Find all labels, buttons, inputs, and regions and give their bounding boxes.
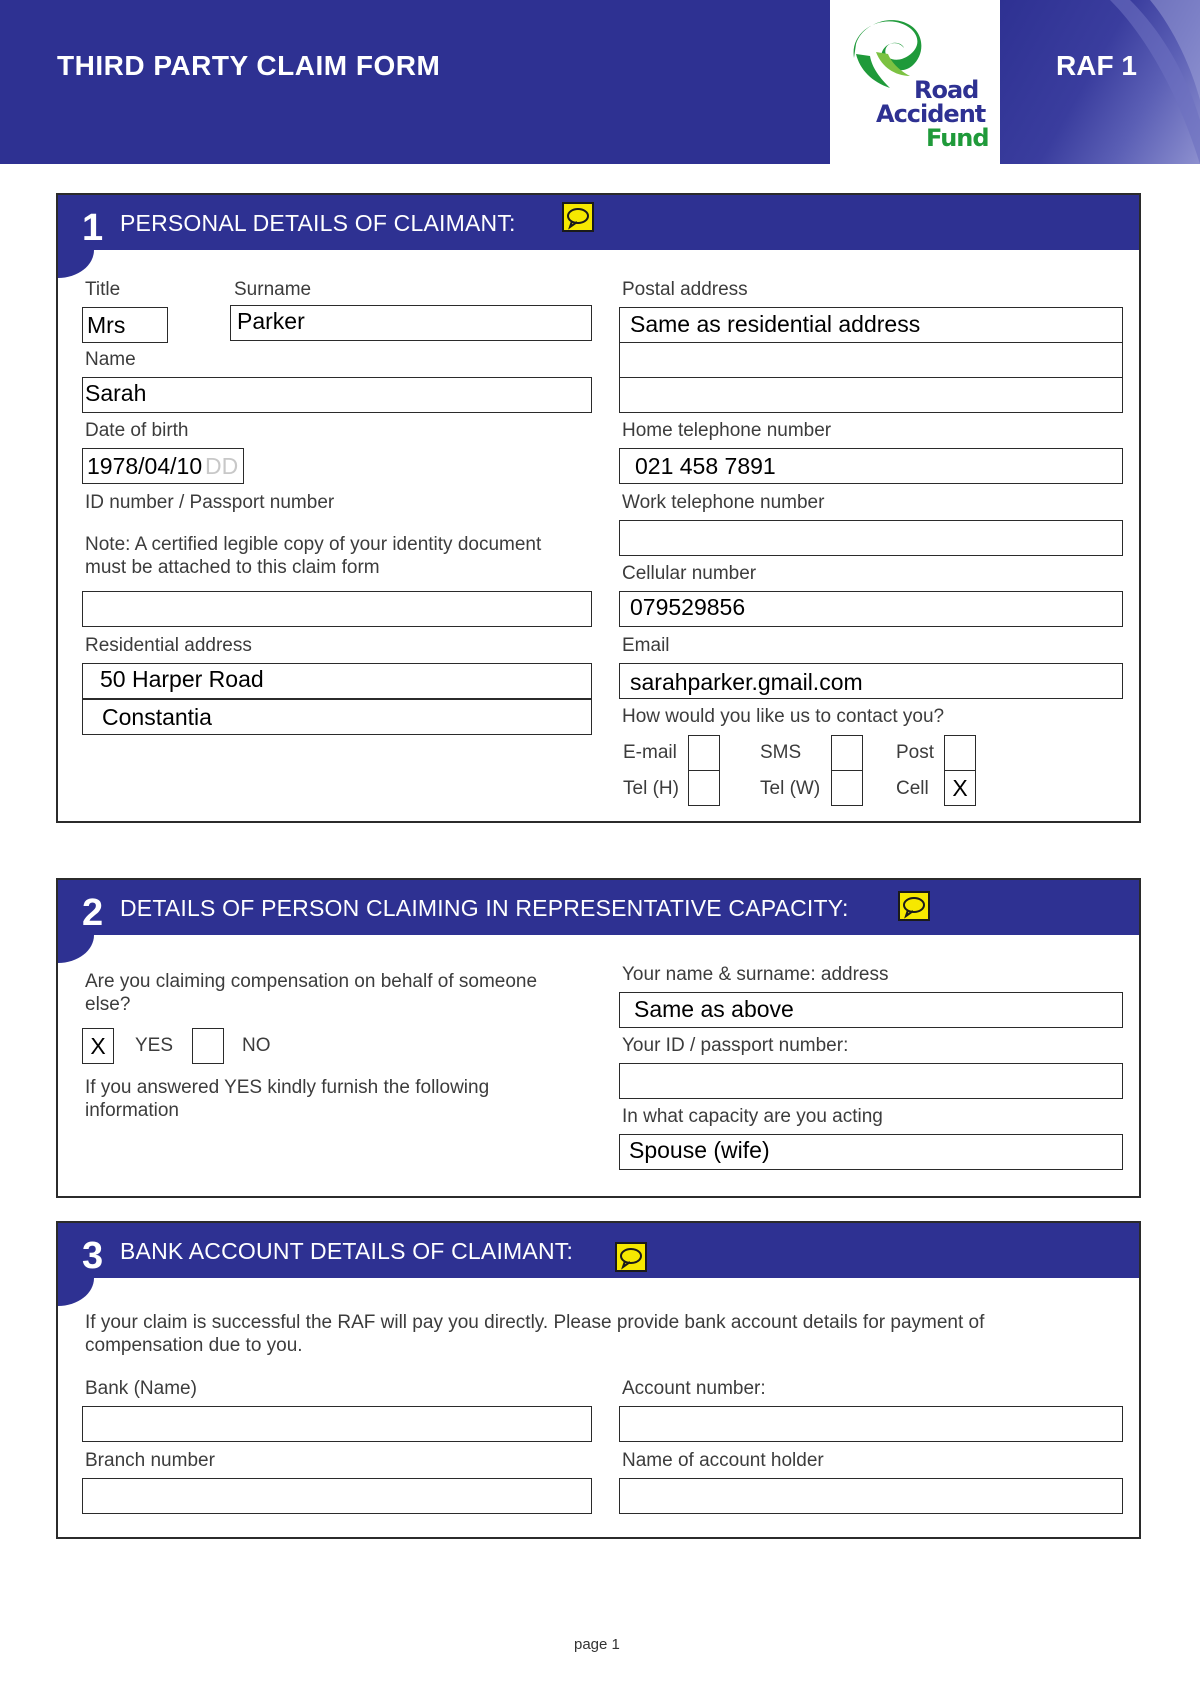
title-label: Title <box>85 279 121 300</box>
dob-placeholder: DD <box>205 453 239 479</box>
name-value: Sarah <box>85 380 147 406</box>
help-comment-icon[interactable] <box>615 1242 647 1272</box>
section-personal-details <box>56 193 1141 823</box>
section-corner-curve <box>58 250 94 278</box>
account-number-field[interactable] <box>619 1406 1123 1442</box>
work-tel-field[interactable] <box>619 520 1123 556</box>
rep-name-value: Same as above <box>634 996 794 1022</box>
section-number: 1 <box>82 207 104 249</box>
residential-line1-value: 50 Harper Road <box>100 666 264 692</box>
rep-id-label: Your ID / passport number: <box>622 1035 849 1056</box>
email-value: sarahparker.gmail.com <box>630 669 863 695</box>
contact-pref-label: How would you like us to contact you? <box>622 706 945 727</box>
contact-cell-label: Cell <box>896 778 929 799</box>
name-label: Name <box>85 349 136 370</box>
decorative-swoosh-icon <box>1000 0 1200 164</box>
account-number-label: Account number: <box>622 1378 766 1399</box>
contact-cell-checkbox[interactable]: X <box>944 770 976 806</box>
contact-post-label: Post <box>896 742 935 763</box>
contact-sms-checkbox[interactable] <box>831 735 863 771</box>
section-representative <box>56 878 1141 1198</box>
representative-instruction: If you answered YES kindly furnish the following information <box>85 1077 490 1121</box>
postal-label: Postal address <box>622 279 748 300</box>
section-title: BANK ACCOUNT DETAILS OF CLAIMANT: <box>120 1238 574 1264</box>
rep-id-field[interactable] <box>619 1063 1123 1099</box>
cell-value: 079529856 <box>630 594 746 620</box>
help-comment-icon[interactable] <box>898 891 930 921</box>
contact-telh-checkbox[interactable] <box>688 770 720 806</box>
account-holder-field[interactable] <box>619 1478 1123 1514</box>
section-header <box>58 880 1139 935</box>
postal-line3-field[interactable] <box>619 377 1123 413</box>
name-field[interactable] <box>82 377 592 413</box>
logo-word-road: Road <box>914 76 979 104</box>
contact-telw-label: Tel (W) <box>760 778 821 799</box>
contact-email-checkbox[interactable] <box>688 735 720 771</box>
section-bank-details <box>56 1221 1141 1539</box>
rep-name-label: Your name & surname: address <box>622 964 889 985</box>
bank-intro: If your claim is successful the RAF will pay you directly. Please provide bank account details for payment of compensation due to you. <box>85 1312 985 1356</box>
work-tel-label: Work telephone number <box>622 492 825 513</box>
cell-label: Cellular number <box>622 563 757 584</box>
title-value: Mrs <box>87 312 126 338</box>
no-checkbox[interactable] <box>192 1028 224 1064</box>
dob-label: Date of birth <box>85 420 189 441</box>
capacity-label: In what capacity are you acting <box>622 1106 883 1127</box>
contact-telh-label: Tel (H) <box>623 778 679 799</box>
postal-line2-field[interactable] <box>619 342 1123 378</box>
form-code: RAF 1 <box>1056 50 1137 81</box>
contact-post-checkbox[interactable] <box>944 735 976 771</box>
id-field[interactable] <box>82 591 592 627</box>
id-label: ID number / Passport number <box>85 492 335 513</box>
contact-telw-checkbox[interactable] <box>831 770 863 806</box>
yes-label: YES <box>135 1035 174 1056</box>
dob-value: 1978/04/10 <box>87 453 203 479</box>
capacity-value: Spouse (wife) <box>629 1137 770 1163</box>
raf-logo <box>830 0 1000 164</box>
section-corner-curve <box>58 1278 94 1306</box>
logo-word-accident: Accident <box>876 100 986 128</box>
branch-number-field[interactable] <box>82 1478 592 1514</box>
email-label: Email <box>622 635 670 656</box>
help-comment-icon[interactable] <box>562 202 594 232</box>
header-right-band <box>1000 0 1200 164</box>
section-corner-curve <box>58 935 94 963</box>
contact-sms-label: SMS <box>760 742 802 763</box>
id-note: Note: A certified legible copy of your identity document must be attached to this claim form <box>85 534 542 578</box>
account-holder-label: Name of account holder <box>622 1450 824 1471</box>
no-label: NO <box>242 1035 271 1056</box>
page-number: page 1 <box>574 1636 620 1653</box>
residential-line2-value: Constantia <box>102 704 212 730</box>
branch-number-label: Branch number <box>85 1450 215 1471</box>
section-header <box>58 1223 1139 1278</box>
section-number: 2 <box>82 892 104 934</box>
home-tel-value: 021 458 7891 <box>635 453 776 479</box>
bank-name-field[interactable] <box>82 1406 592 1442</box>
logo-word-fund: Fund <box>926 124 989 152</box>
yes-checkbox[interactable]: X <box>82 1028 114 1064</box>
form-title: THIRD PARTY CLAIM FORM <box>57 50 441 81</box>
section-title: PERSONAL DETAILS OF CLAIMANT: <box>120 210 516 236</box>
representative-question: Are you claiming compensation on behalf of someone else? <box>85 971 538 1015</box>
postal-line1-value: Same as residential address <box>630 311 921 337</box>
bank-name-label: Bank (Name) <box>85 1378 197 1399</box>
surname-label: Surname <box>234 279 312 300</box>
contact-email-label: E-mail <box>623 742 677 763</box>
section-title: DETAILS OF PERSON CLAIMING IN REPRESENTATIVE CAPACITY: <box>120 895 849 921</box>
section-header <box>58 195 1139 250</box>
section-number: 3 <box>82 1235 104 1277</box>
surname-value: Parker <box>237 308 305 334</box>
residential-label: Residential address <box>85 635 252 656</box>
home-tel-label: Home telephone number <box>622 420 832 441</box>
